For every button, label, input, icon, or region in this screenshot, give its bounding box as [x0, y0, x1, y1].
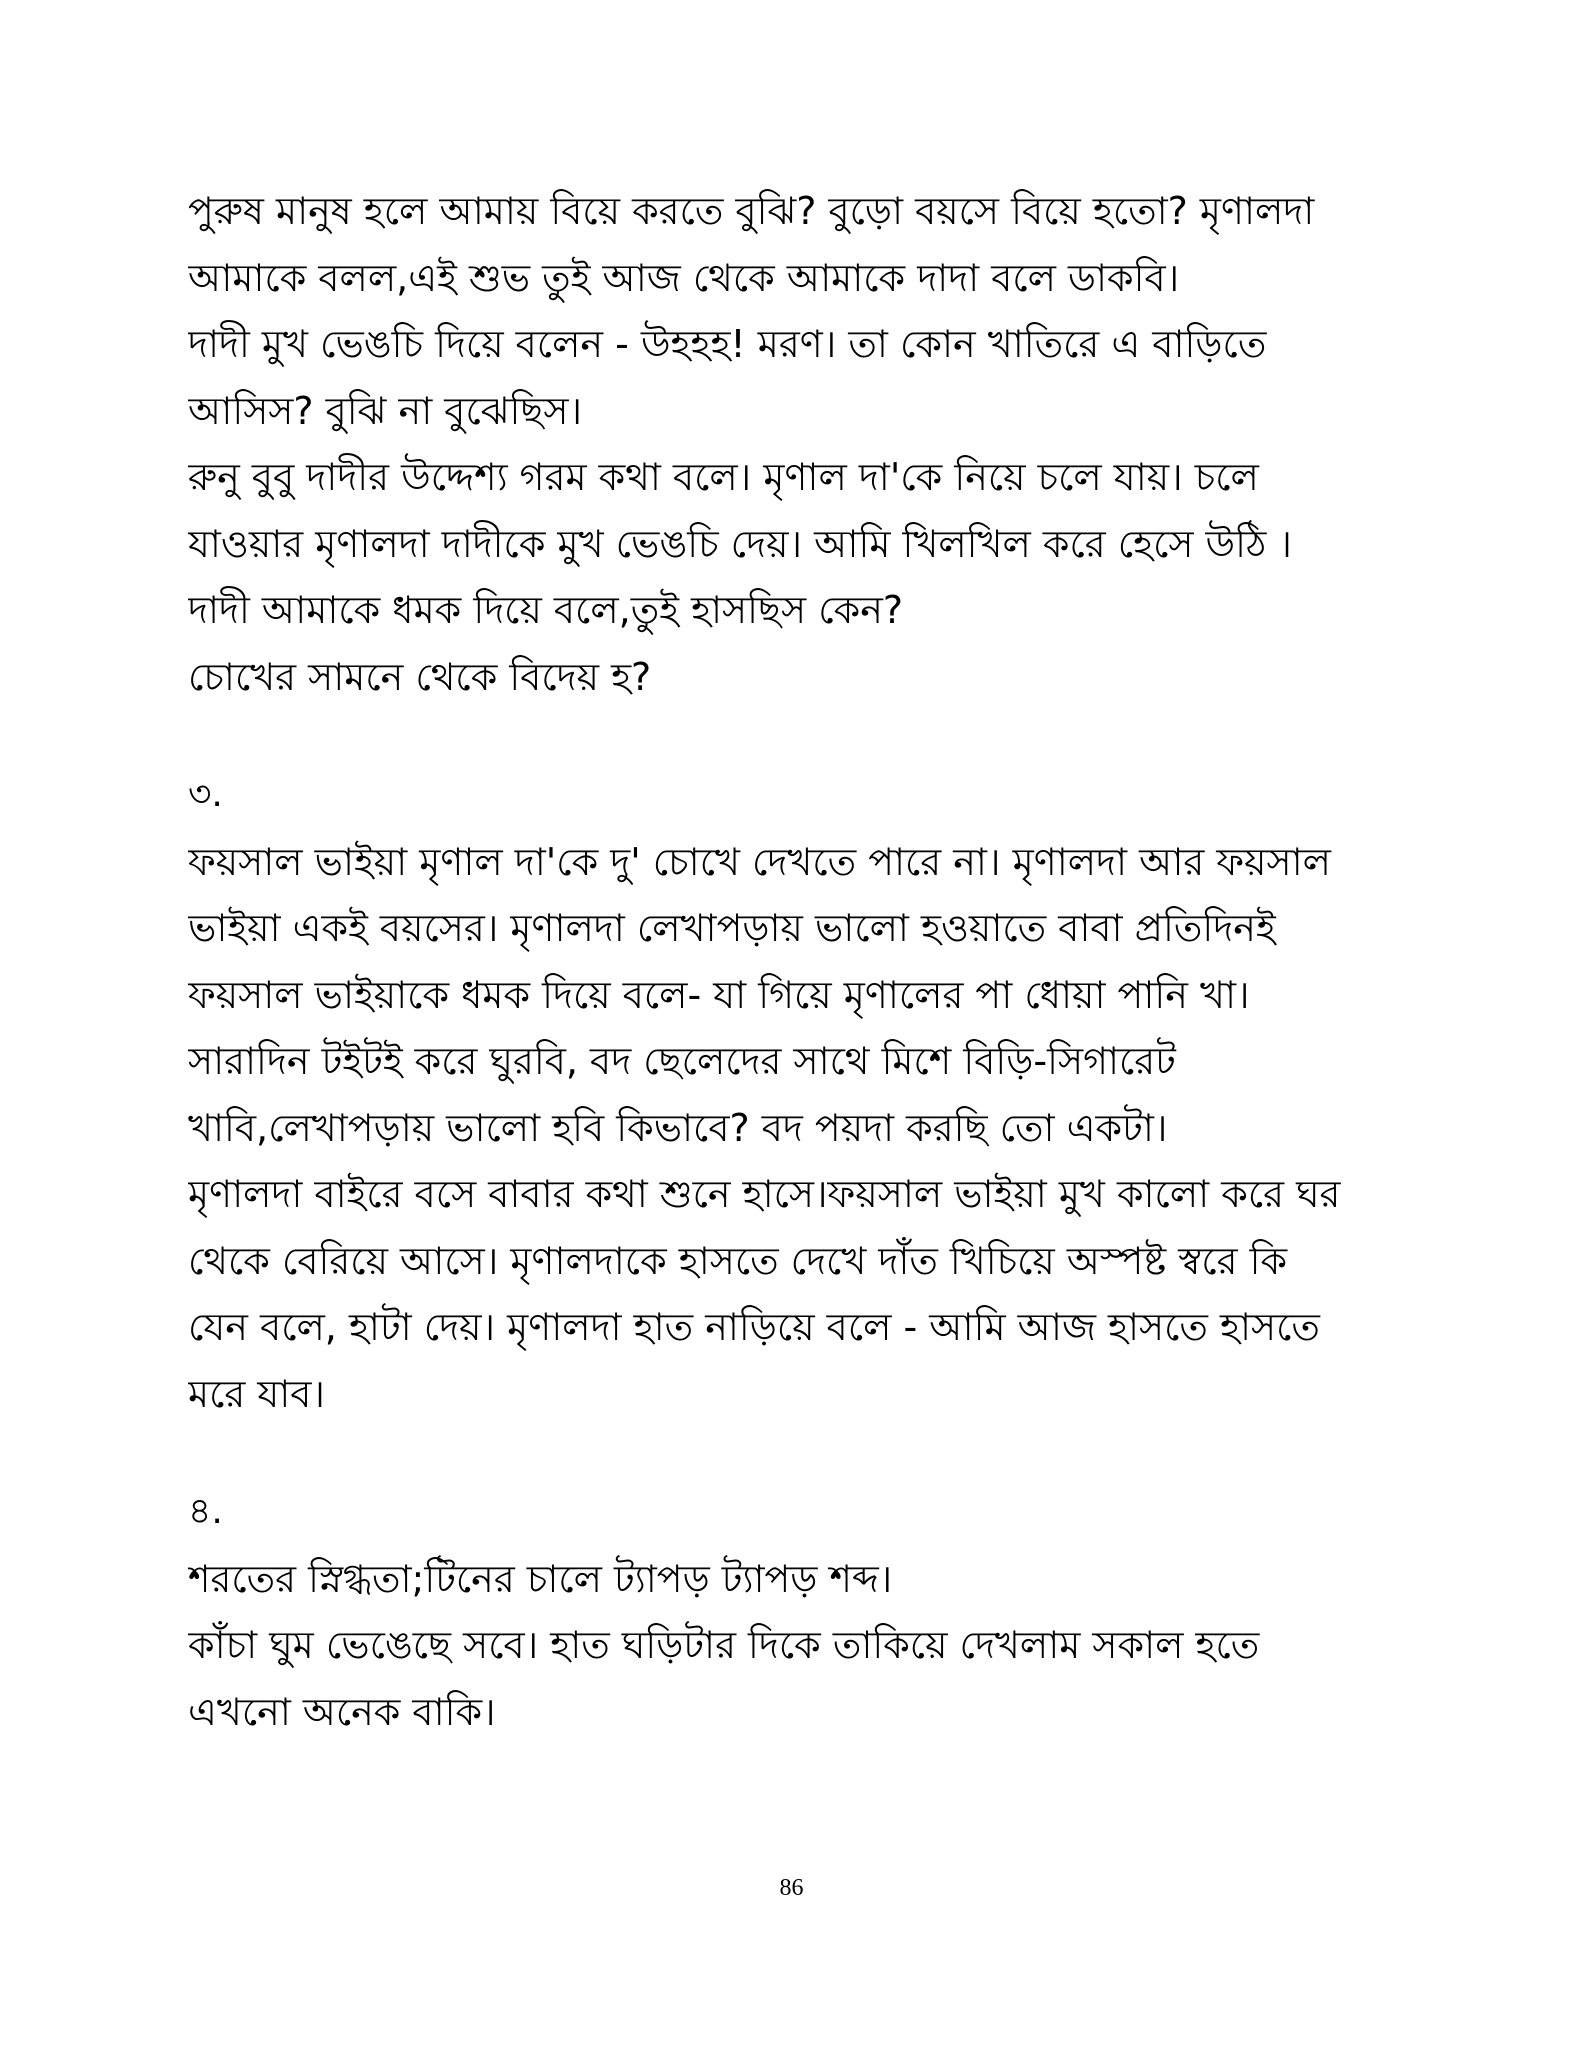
section-heading: ৩. [188, 774, 223, 815]
text-line: আমাকে বলল,এই শুভ তুই আজ থেকে আমাকে দাদা বলে ডাকবি। [188, 256, 1180, 300]
text-line: যাওয়ার মৃণালদা দাদীকে মুখ ভেঙচি দেয়। আমি খিলখিল করে হেসে উঠি । [188, 522, 1292, 566]
text-line: যেন বলে, হাটা দেয়। মৃণালদা হাত নাড়িয়ে বলে - আমি আজ হাসতে হাসতে [188, 1305, 1320, 1349]
text-line: সারাদিন টইটই করে ঘুরবি, বদ ছেলেদের সাথে মিশে বিড়ি-সিগারেট [188, 1039, 1176, 1083]
text-line: শরতের স্নিগ্ধতা;টিনের চালে ট্যাপড় ট্যাপড় শব্দ। [188, 1557, 893, 1601]
text-line: ফয়সাল ভাইয়া মৃণাল দা'কে দু' চোখে দেখতে পারে না। মৃণালদা আর ফয়সাল [188, 840, 1331, 884]
text-line: আসিস? বুঝি না বুঝেছিস। [188, 389, 583, 433]
text-line: থেকে বেরিয়ে আসে। মৃণালদাকে হাসতে দেখে দাঁত খিচিয়ে অস্পষ্ট স্বরে কি [188, 1239, 1288, 1283]
text-line: এখনো অনেক বাকি। [188, 1690, 496, 1734]
text-line: মৃণালদা বাইরে বসে বাবার কথা শুনে হাসে।ফয়সাল ভাইয়া মুখ কালো করে ঘর [188, 1172, 1341, 1216]
text-line: রুনু বুবু দাদীর উদ্দেশ্য গরম কথা বলে। মৃণাল দা'কে নিয়ে চলে যায়। চলে [188, 455, 1259, 499]
text-line: দাদী মুখ ভেঙচি দিয়ে বলেন - উহহহ! মরণ। তা কোন খাতিরে এ বাড়িতে [188, 322, 1267, 366]
text-line: পুরুষ মানুষ হলে আমায় বিয়ে করতে বুঝি? বুড়ো বয়সে বিয়ে হতো? মৃণালদা [188, 189, 1315, 233]
page-number: 86 [779, 1875, 804, 1901]
text-line: ফয়সাল ভাইয়াকে ধমক দিয়ে বলে- যা গিয়ে মৃণালের পা ধোয়া পানি খা। [188, 973, 1250, 1017]
text-line: কাঁচা ঘুম ভেঙেছে সবে। হাত ঘড়িটার দিকে তাকিয়ে দেখলাম সকাল হতে [188, 1623, 1260, 1667]
text-line: খাবি,লেখাপড়ায় ভালো হবি কিভাবে? বদ পয়দা করছি তো একটা। [188, 1106, 1168, 1150]
text-line: চোখের সামনে থেকে বিদেয় হ? [188, 655, 652, 699]
section-heading: ৪. [188, 1491, 223, 1532]
text-line: মরে যাব। [188, 1372, 325, 1416]
text-line: ভাইয়া একই বয়সের। মৃণালদা লেখাপড়ায় ভালো হওয়াতে বাবা প্রতিদিনই [188, 906, 1276, 950]
text-line: দাদী আমাকে ধমক দিয়ে বলে,তুই হাসছিস কেন? [188, 588, 904, 632]
